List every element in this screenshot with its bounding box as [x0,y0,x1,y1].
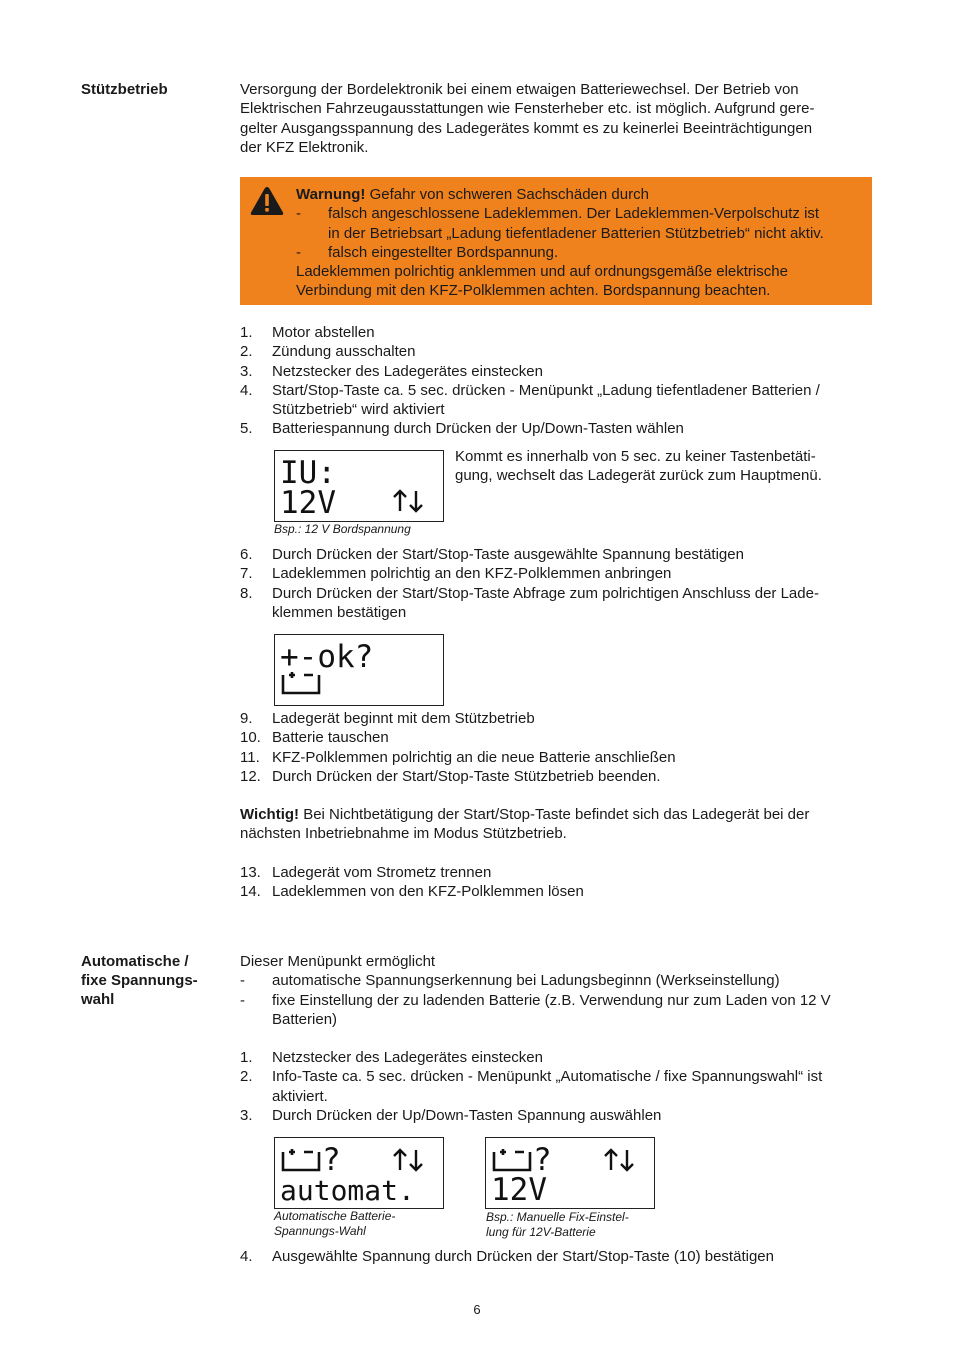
lcd-line1: IU: [280,455,336,491]
lcd-line1: ? [533,1142,552,1178]
list-item: 4. Start/Stop-Taste ca. 5 sec. drücken - Menüpunkt „Ladung tiefentladener Batterien / [240,381,820,399]
battery-icon [494,1149,530,1170]
list-item: 6. Durch Drücken der Start/Stop-Taste ausgewählte Spannung bestätigen [240,546,744,563]
list-item: - fixe Einstellung der zu ladenden Batterie (z.B. Verwendung nur zum Laden von 12 V [240,991,831,1009]
lcd-line1: +-ok? [280,639,374,675]
list-item: 1. Netzstecker des Ladegerätes einstecken [240,1049,543,1066]
list-item-cont: Batterien) [272,1010,338,1028]
section-heading-spannungswahl: Automatische / fixe Spannungs- wahl [81,953,198,1008]
list-item: 2. Zündung ausschalten [240,343,416,361]
list-item: 3. Netzstecker des Ladegerätes einstecken [240,362,543,380]
list-item: 13. Ladegerät vom Strometz trennen [240,864,492,881]
important-label: Wichtig! [240,806,300,823]
up-down-arrows-icon [394,491,422,511]
list-item: 14. Ladeklemmen von den KFZ-Polklemmen lösen [240,883,584,901]
list-item-cont: aktiviert. [272,1087,328,1105]
list-item: 5. Batteriespannung durch Drücken der Up/Down-Tasten wählen [240,420,684,438]
warning-bullet: falsch angeschlossene Ladeklemmen. Der Ladeklemmen-Verpolschutz ist [328,205,820,223]
up-down-arrows-icon [394,1150,422,1170]
warning-title: Warnung! [296,186,366,203]
up-down-arrows-icon [605,1150,633,1170]
warning-note: Ladeklemmen polrichtig anklemmen und auf ordnungsgemäße elektrische [296,263,788,281]
bullet-dash: - [296,205,301,223]
page-number: 6 [473,1302,481,1317]
list-item-cont: Stützbetrieb“ wird aktiviert [272,401,445,419]
bullet-dash: - [296,243,301,261]
lcd-display-polarity [274,634,444,706]
intro-line: Versorgung der Bordelektronik bei einem etwaigen Batteriewechsel. Der Betrieb von [240,81,799,98]
lcd-line2: 12V [491,1172,547,1208]
list-item: 11. KFZ-Polklemmen polrichtig an die neue Batterie anschließen [240,748,676,766]
warning-title-rest: Gefahr von schweren Sachschäden durch [365,186,649,203]
intro-paragraph [240,80,872,157]
section2-step4 [240,1247,872,1266]
lcd-display-12v [485,1137,655,1209]
display-caption: Bsp.: Manuelle Fix-Einstel- lung für 12V-Batterie [486,1210,629,1239]
section2-intro: Dieser Menüpunkt ermöglicht - automatische Spannungserkennung bei Ladungsbeginnn (Werkseinstellung) - fixe Einstellung der zu ladenden Batterie (z.B. Verwendung nur zum Laden von 12 V Batterien) [240,952,872,1029]
warning-box [240,177,872,305]
list-item: 2. Info-Taste ca. 5 sec. drücken - Menüpunkt „Automatische / fixe Spannungswahl“ ist [240,1068,823,1086]
steps-list-c [240,709,872,786]
intro-line: gelter Ausgangsspannung des Ladegerätes kommt es zu keinerlei Beeinträchtigungen [240,119,813,137]
intro-line: der KFZ Elektronik. [240,138,369,156]
warning-triangle-icon [249,185,285,221]
important-note: Wichtig! Bei Nichtbetätigung der Start/Stop-Taste befindet sich das Ladegerät bei der nächsten Inbetriebnahme im Modus Stützbetrieb. [240,806,810,843]
battery-icon [283,1149,319,1170]
list-item-cont: klemmen bestätigen [272,603,407,621]
list-item: - automatische Spannungserkennung bei Ladungsbeginnn (Werkseinstellung) [240,972,780,990]
list-item: 1. Motor abstellen [240,324,375,341]
warning-bullet-cont: in der Betriebsart „Ladung tiefentladener Batterien Stützbetrieb“ nicht aktiv. [328,224,824,242]
intro-line: Elektrischen Fahrzeugausstattungen wie Fensterheber etc. ist möglich. Aufgrund gere- [240,100,815,118]
steps-list-d [240,863,872,902]
list-item: 7. Ladeklemmen polrichtig an den KFZ-Polklemmen anbringen [240,565,672,583]
lcd-display-automat [274,1137,444,1209]
list-item: 3. Durch Drücken der Up/Down-Tasten Spannung auswählen [240,1106,662,1124]
display-caption: Automatische Batterie- Spannungs-Wahl [274,1209,396,1238]
list-item: 12. Durch Drücken der Start/Stop-Taste Stützbetrieb beenden. [240,767,661,785]
lcd-line1: ? [322,1142,341,1178]
list-item: 10. Batterie tauschen [240,729,389,747]
display-note: Kommt es innerhalb von 5 sec. zu keiner Tastenbetäti- gung, wechselt das Ladegerät zurück zum Hauptmenü. [455,448,822,485]
section2-steps [240,1048,872,1125]
steps-list-b [240,545,872,622]
warning-text [296,185,866,301]
lcd-line2: 12V [280,485,336,521]
lcd-display-iu [274,450,444,522]
list-item: 8. Durch Drücken der Start/Stop-Taste Abfrage zum polrichtigen Anschluss der Lade- [240,584,819,602]
warning-bullet: falsch eingestellter Bordspannung. [328,243,559,261]
lcd-line2: automat. [280,1174,415,1207]
battery-icon [283,672,319,693]
steps-list-a [240,323,872,439]
list-item: 4. Ausgewählte Spannung durch Drücken der Start/Stop-Taste (10) bestätigen [240,1248,774,1265]
display-caption: Bsp.: 12 V Bordspannung [274,522,411,536]
warning-note: Verbindung mit den KFZ-Polklemmen achten. Bordspannung beachten. [296,282,771,300]
section-heading-stuetzbetrieb: Stützbetrieb [81,81,168,98]
list-item: 9. Ladegerät beginnt mit dem Stützbetrieb [240,710,535,727]
